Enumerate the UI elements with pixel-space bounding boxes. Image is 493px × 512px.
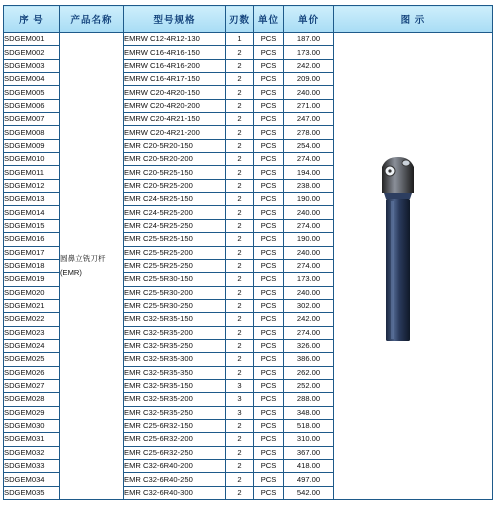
row-model: EMRW C16-4R16-200 [124,59,226,72]
row-unit: PCS [254,433,284,446]
row-code: SDGEM004 [4,73,60,86]
row-model: EMR C25-6R32-150 [124,419,226,432]
row-price: 542.00 [284,486,334,499]
row-unit: PCS [254,339,284,352]
header-teeth-count: 刃数 [226,6,254,33]
row-model: EMR C32-5R35-200 [124,393,226,406]
row-code: SDGEM012 [4,179,60,192]
row-unit: PCS [254,179,284,192]
row-price: 518.00 [284,419,334,432]
row-code: SDGEM001 [4,33,60,46]
row-unit: PCS [254,313,284,326]
figure-cell [334,33,493,500]
row-unit: PCS [254,460,284,473]
row-price: 190.00 [284,193,334,206]
row-code: SDGEM018 [4,259,60,272]
row-model: EMR C25-5R30-250 [124,299,226,312]
row-teeth: 2 [226,73,254,86]
row-unit: PCS [254,299,284,312]
row-model: EMR C25-5R30-150 [124,273,226,286]
row-price: 242.00 [284,59,334,72]
row-model: EMR C32-5R35-250 [124,339,226,352]
row-model: EMRW C12-4R12-130 [124,33,226,46]
row-unit: PCS [254,99,284,112]
row-unit: PCS [254,193,284,206]
row-unit: PCS [254,273,284,286]
row-teeth: 3 [226,406,254,419]
row-price: 173.00 [284,46,334,59]
row-code: SDGEM030 [4,419,60,432]
row-code: SDGEM031 [4,433,60,446]
row-code: SDGEM016 [4,233,60,246]
row-unit: PCS [254,286,284,299]
row-teeth: 2 [226,233,254,246]
row-code: SDGEM026 [4,366,60,379]
row-unit: PCS [254,233,284,246]
row-price: 262.00 [284,366,334,379]
row-model: EMR C20-5R25-150 [124,166,226,179]
row-code: SDGEM032 [4,446,60,459]
end-mill-holder-icon [374,153,424,343]
row-teeth: 2 [226,353,254,366]
row-teeth: 2 [226,139,254,152]
row-code: SDGEM020 [4,286,60,299]
row-unit: PCS [254,353,284,366]
row-code: SDGEM029 [4,406,60,419]
row-model: EMR C24-5R25-250 [124,219,226,232]
row-model: EMR C20-5R20-200 [124,153,226,166]
row-code: SDGEM003 [4,59,60,72]
row-code: SDGEM011 [4,166,60,179]
row-unit: PCS [254,326,284,339]
row-code: SDGEM017 [4,246,60,259]
row-price: 209.00 [284,73,334,86]
row-teeth: 2 [226,99,254,112]
row-code: SDGEM002 [4,46,60,59]
row-price: 274.00 [284,326,334,339]
row-model: EMR C25-5R25-200 [124,246,226,259]
row-price: 190.00 [284,233,334,246]
row-teeth: 2 [226,113,254,126]
row-code: SDGEM006 [4,99,60,112]
row-price: 274.00 [284,219,334,232]
product-name-cell [60,33,124,500]
product-name-sub: (EMR) [60,268,82,278]
row-teeth: 2 [226,46,254,59]
table-row [4,33,493,46]
row-teeth: 2 [226,219,254,232]
row-model: EMR C24-5R25-200 [124,206,226,219]
row-unit: PCS [254,379,284,392]
row-code: SDGEM009 [4,139,60,152]
row-unit: PCS [254,153,284,166]
row-code: SDGEM025 [4,353,60,366]
row-model: EMR C32-6R40-300 [124,486,226,499]
row-unit: PCS [254,113,284,126]
row-unit: PCS [254,73,284,86]
header-product-name: 产品名称 [60,6,124,33]
row-model: EMR C20-5R20-150 [124,139,226,152]
row-code: SDGEM027 [4,379,60,392]
row-code: SDGEM010 [4,153,60,166]
row-teeth: 2 [226,446,254,459]
row-model: EMRW C16-4R16-150 [124,46,226,59]
row-price: 271.00 [284,99,334,112]
row-teeth: 2 [226,339,254,352]
row-unit: PCS [254,219,284,232]
header-unit-price: 单价 [284,6,334,33]
row-code: SDGEM008 [4,126,60,139]
row-model: EMR C25-5R30-200 [124,286,226,299]
row-unit: PCS [254,246,284,259]
row-model: EMR C32-5R35-350 [124,366,226,379]
row-model: EMR C20-5R25-200 [124,179,226,192]
row-code: SDGEM034 [4,473,60,486]
row-teeth: 2 [226,193,254,206]
row-unit: PCS [254,46,284,59]
row-code: SDGEM021 [4,299,60,312]
row-model: EMRW C20-4R21-200 [124,126,226,139]
row-teeth: 2 [226,460,254,473]
row-teeth: 2 [226,433,254,446]
row-teeth: 2 [226,473,254,486]
row-unit: PCS [254,166,284,179]
row-teeth: 2 [226,486,254,499]
row-teeth: 2 [226,246,254,259]
row-teeth: 1 [226,33,254,46]
row-teeth: 2 [226,366,254,379]
row-model: EMR C25-6R32-200 [124,433,226,446]
row-price: 326.00 [284,339,334,352]
row-code: SDGEM023 [4,326,60,339]
row-code: SDGEM019 [4,273,60,286]
row-code: SDGEM035 [4,486,60,499]
row-price: 288.00 [284,393,334,406]
row-teeth: 2 [226,59,254,72]
row-model: EMRW C16-4R17-150 [124,73,226,86]
row-unit: PCS [254,473,284,486]
row-price: 194.00 [284,166,334,179]
row-price: 386.00 [284,353,334,366]
row-unit: PCS [254,406,284,419]
row-price: 348.00 [284,406,334,419]
row-teeth: 2 [226,206,254,219]
row-price: 274.00 [284,259,334,272]
row-teeth: 2 [226,419,254,432]
row-teeth: 2 [226,286,254,299]
row-teeth: 2 [226,299,254,312]
header-unit: 单位 [254,6,284,33]
row-price: 302.00 [284,299,334,312]
product-name: 圆鼻立铣刀杆 [60,254,106,264]
row-code: SDGEM013 [4,193,60,206]
row-unit: PCS [254,126,284,139]
row-teeth: 2 [226,153,254,166]
row-teeth: 2 [226,179,254,192]
row-teeth: 2 [226,86,254,99]
row-price: 278.00 [284,126,334,139]
row-unit: PCS [254,366,284,379]
row-model: EMRW C20-4R20-200 [124,99,226,112]
row-model: EMR C25-5R25-250 [124,259,226,272]
row-price: 274.00 [284,153,334,166]
row-code: SDGEM033 [4,460,60,473]
row-teeth: 3 [226,379,254,392]
row-unit: PCS [254,86,284,99]
row-model: EMRW C20-4R20-150 [124,86,226,99]
row-model: EMR C32-6R40-200 [124,460,226,473]
row-price: 497.00 [284,473,334,486]
row-teeth: 2 [226,166,254,179]
header-serial-no: 序 号 [4,6,60,33]
row-model: EMR C32-6R40-250 [124,473,226,486]
row-price: 187.00 [284,33,334,46]
row-code: SDGEM022 [4,313,60,326]
row-model: EMR C32-5R35-150 [124,379,226,392]
header-figure: 图 示 [334,6,493,33]
row-unit: PCS [254,486,284,499]
row-teeth: 3 [226,393,254,406]
row-code: SDGEM007 [4,113,60,126]
row-unit: PCS [254,139,284,152]
row-price: 240.00 [284,246,334,259]
row-model: EMR C25-5R25-150 [124,233,226,246]
row-price: 238.00 [284,179,334,192]
row-price: 242.00 [284,313,334,326]
row-model: EMR C24-5R25-150 [124,193,226,206]
row-price: 240.00 [284,206,334,219]
price-table [3,5,493,500]
row-code: SDGEM028 [4,393,60,406]
table-header-row [4,6,493,33]
row-code: SDGEM005 [4,86,60,99]
row-model: EMR C32-5R35-150 [124,313,226,326]
row-model: EMRW C20-4R21-150 [124,113,226,126]
row-price: 173.00 [284,273,334,286]
header-model-spec: 型号规格 [124,6,226,33]
row-unit: PCS [254,33,284,46]
row-model: EMR C32-5R35-250 [124,406,226,419]
row-price: 418.00 [284,460,334,473]
row-price: 252.00 [284,379,334,392]
row-price: 240.00 [284,86,334,99]
row-unit: PCS [254,393,284,406]
row-price: 240.00 [284,286,334,299]
row-code: SDGEM015 [4,219,60,232]
row-teeth: 2 [226,259,254,272]
row-unit: PCS [254,446,284,459]
row-teeth: 2 [226,126,254,139]
row-price: 367.00 [284,446,334,459]
row-model: EMR C25-6R32-250 [124,446,226,459]
row-teeth: 2 [226,313,254,326]
row-price: 254.00 [284,139,334,152]
row-code: SDGEM024 [4,339,60,352]
row-unit: PCS [254,419,284,432]
row-code: SDGEM014 [4,206,60,219]
row-teeth: 2 [226,326,254,339]
row-unit: PCS [254,206,284,219]
row-teeth: 2 [226,273,254,286]
row-model: EMR C32-5R35-200 [124,326,226,339]
row-model: EMR C32-5R35-300 [124,353,226,366]
row-unit: PCS [254,59,284,72]
row-unit: PCS [254,259,284,272]
row-price: 310.00 [284,433,334,446]
row-price: 247.00 [284,113,334,126]
